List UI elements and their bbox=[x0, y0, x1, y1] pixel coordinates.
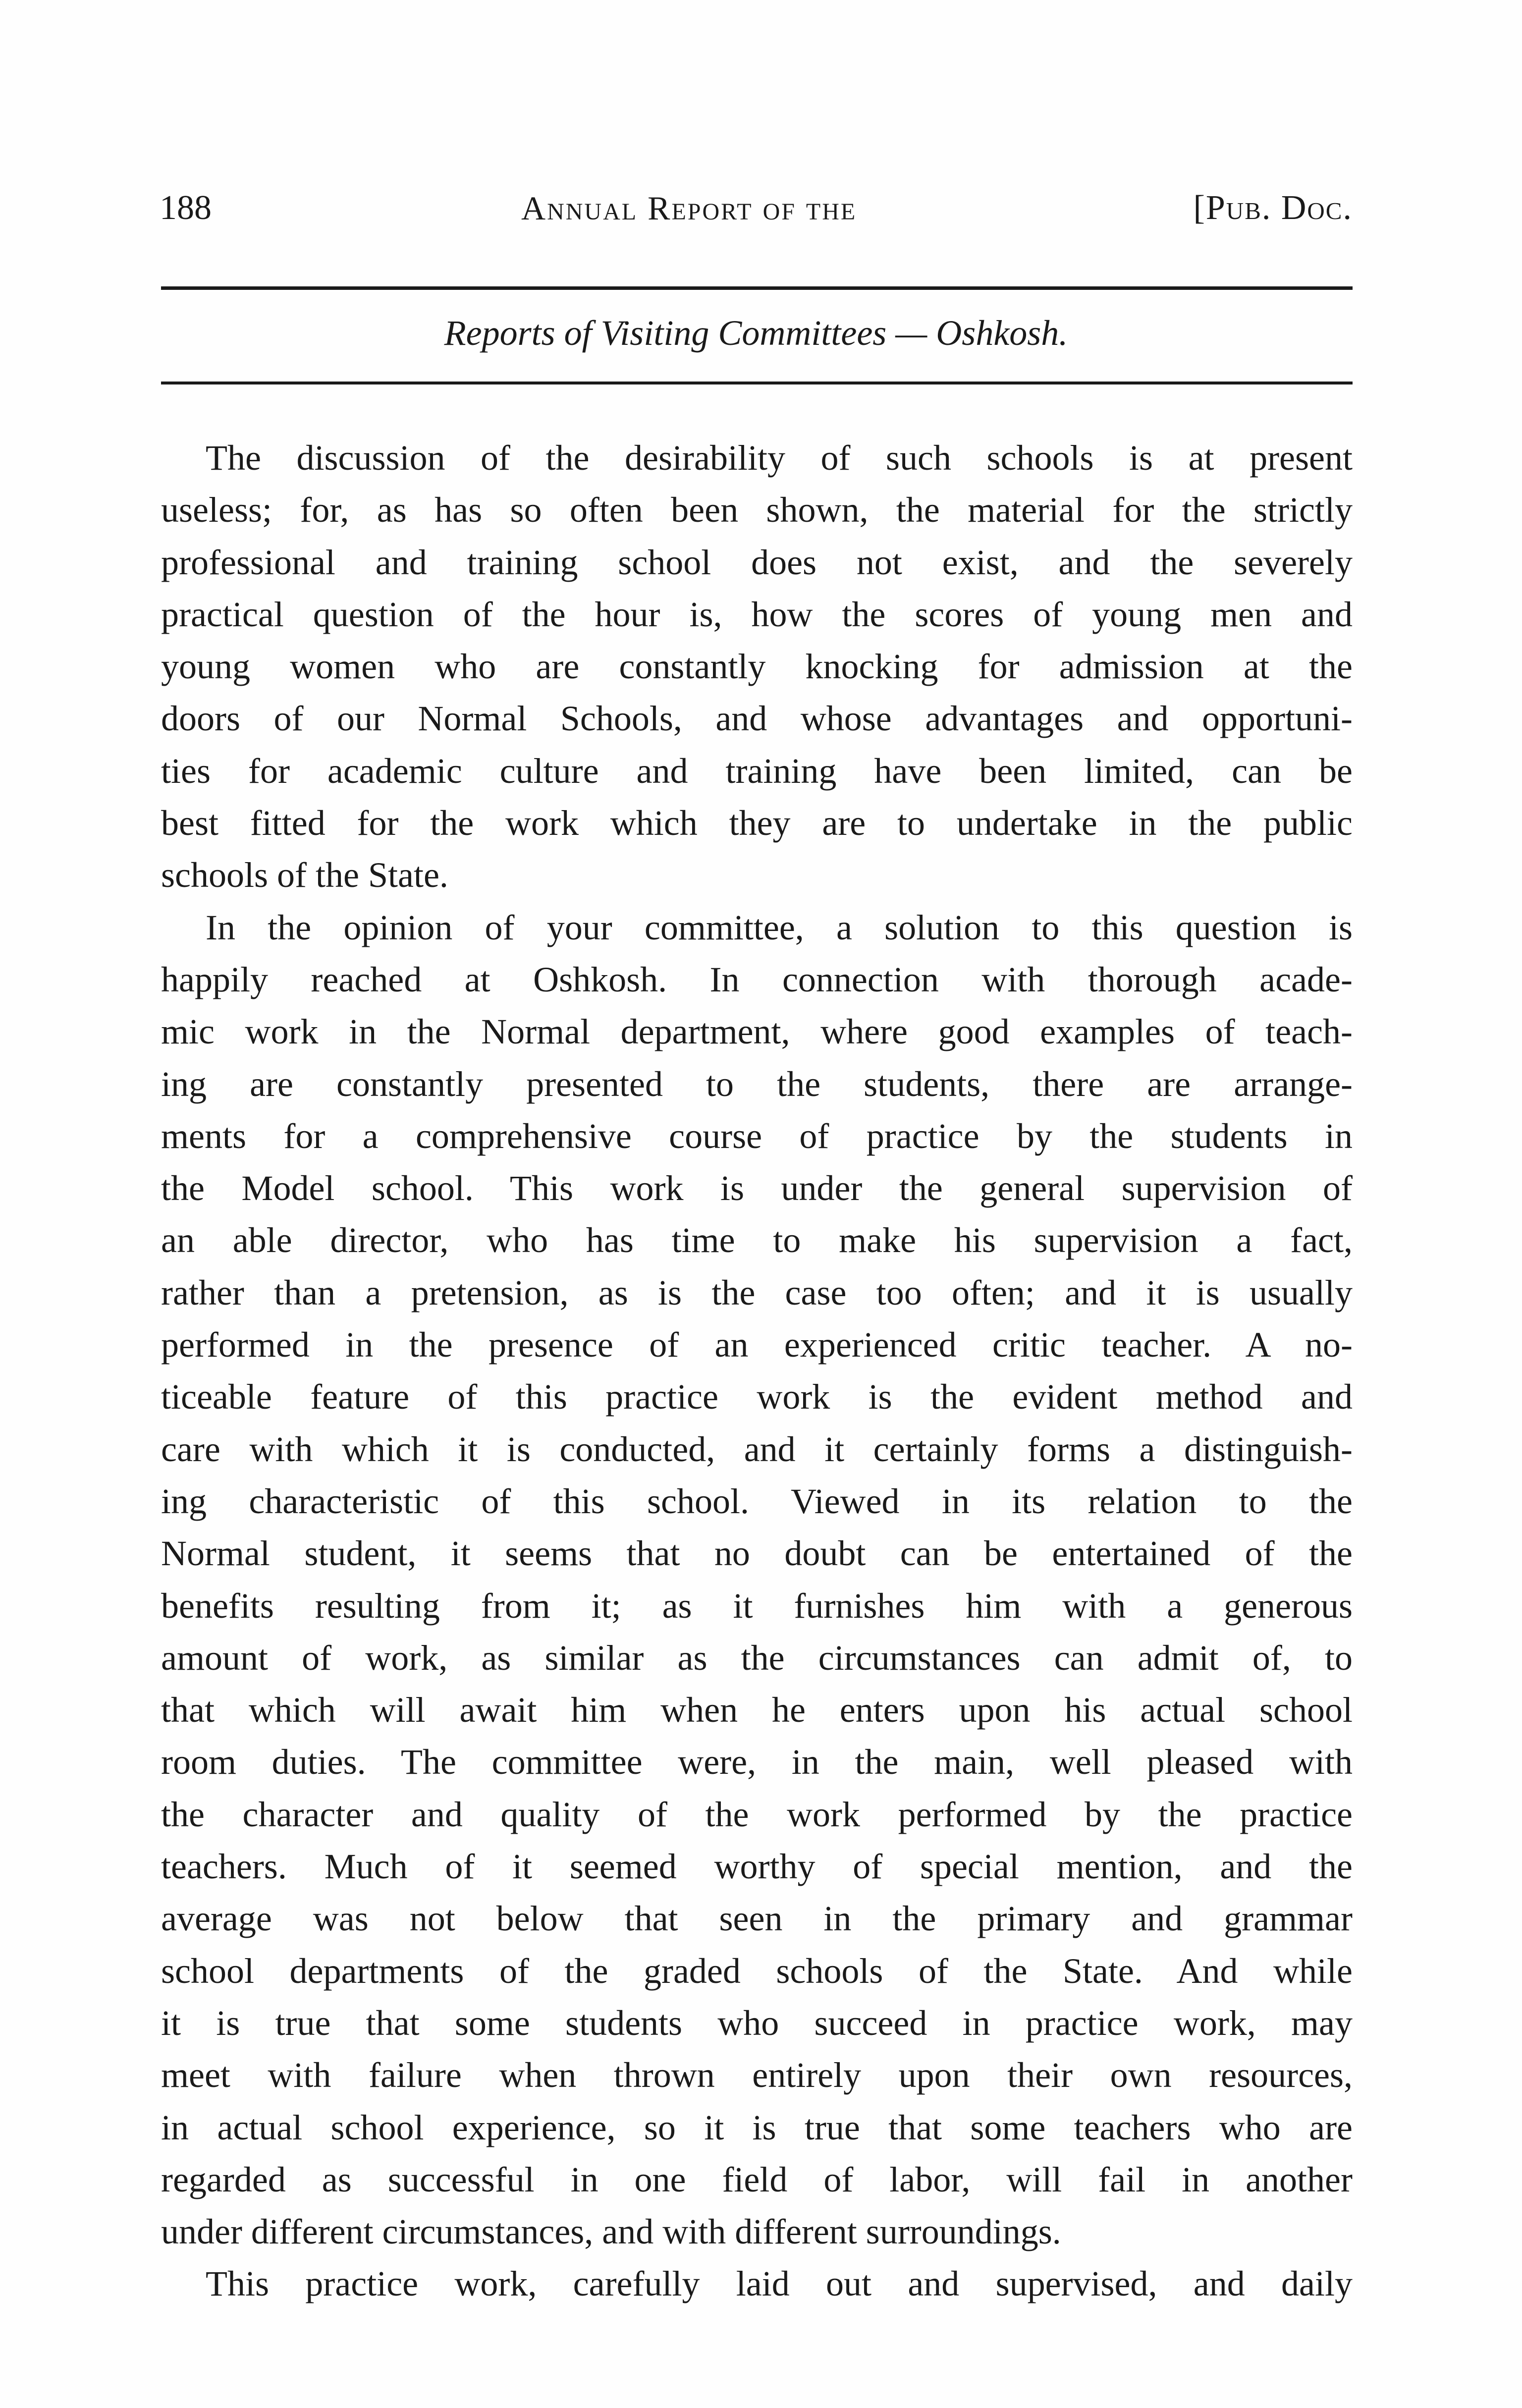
text-line: rather than a pretension, as is the case too often; and it is usually bbox=[161, 1272, 1353, 1313]
text-line: it is true that some students who succeed in practice work, may bbox=[161, 2003, 1353, 2043]
body-text bbox=[161, 432, 1353, 2310]
text-line: This practice work, carefully laid out and supervised, and daily bbox=[206, 2264, 1353, 2304]
text-line: mic work in the Normal department, where good examples of teach- bbox=[161, 1012, 1353, 1052]
text-line: young women who are constantly knocking for admission at the bbox=[161, 647, 1353, 687]
text-line: under different circumstances, and with different surroundings. bbox=[161, 2212, 1061, 2252]
text-line: benefits resulting from it; as it furnishes him with a generous bbox=[161, 1586, 1353, 1626]
text-line: best fitted for the work which they are to undertake in the public bbox=[161, 803, 1353, 843]
text-line: practical question of the hour is, how the scores of young men and bbox=[161, 594, 1353, 634]
text-line: happily reached at Oshkosh. In connection with thorough acade- bbox=[161, 959, 1353, 999]
text-line: regarded as successful in one field of labor, will fail in another bbox=[161, 2159, 1353, 2199]
header-rule-top bbox=[161, 286, 1353, 290]
text-line: The discussion of the desirability of such schools is at present bbox=[206, 438, 1353, 478]
text-line: in actual school experience, so it is true that some teachers who are bbox=[161, 2107, 1353, 2147]
text-line: an able director, who has time to make his supervision a fact, bbox=[161, 1220, 1353, 1260]
running-head bbox=[160, 178, 1353, 238]
text-line: performed in the presence of an experienced critic teacher. A no- bbox=[161, 1325, 1353, 1365]
text-line: school departments of the graded schools of the State. And while bbox=[161, 1951, 1353, 1991]
text-line: ticeable feature of this practice work is the evident method and bbox=[161, 1377, 1353, 1417]
text-line: that which will await him when he enters upon his actual school bbox=[161, 1690, 1353, 1730]
section-subheading: Reports of Visiting Committees — Oshkosh. bbox=[444, 313, 1068, 353]
text-line: amount of work, as similar as the circumstances can admit of, to bbox=[161, 1638, 1353, 1678]
text-line: Normal student, it seems that no doubt can be entertained of the bbox=[161, 1533, 1353, 1574]
page-number: 188 bbox=[160, 189, 212, 227]
document-label: [Pub. Doc. bbox=[1193, 189, 1353, 227]
header-rule-bottom bbox=[161, 382, 1353, 384]
text-line: ing are constantly presented to the students, there are arrange- bbox=[161, 1064, 1353, 1104]
running-title: Annual Report of the bbox=[521, 189, 857, 227]
text-line: average was not below that seen in the primary and grammar bbox=[161, 1899, 1353, 1939]
text-line: care with which it is conducted, and it certainly forms a distinguish- bbox=[161, 1429, 1353, 1469]
text-line: In the opinion of your committee, a solution to this question is bbox=[206, 907, 1353, 947]
text-line: teachers. Much of it seemed worthy of special mention, and the bbox=[161, 1847, 1353, 1887]
text-line: schools of the State. bbox=[161, 855, 448, 895]
text-line: the Model school. This work is under the general supervision of bbox=[161, 1168, 1353, 1208]
text-line: the character and quality of the work performed by the practice bbox=[161, 1794, 1353, 1834]
text-line: doors of our Normal Schools, and whose advantages and opportuni- bbox=[161, 699, 1353, 739]
text-line: room duties. The committee were, in the main, well pleased with bbox=[161, 1742, 1353, 1782]
text-line: useless; for, as has so often been shown, the material for the strictly bbox=[161, 490, 1353, 530]
text-line: ments for a comprehensive course of practice by the students in bbox=[161, 1116, 1353, 1156]
text-line: ties for academic culture and training have been limited, can be bbox=[161, 751, 1353, 791]
text-line: ing characteristic of this school. Viewed in its relation to the bbox=[161, 1481, 1353, 1521]
text-line: meet with failure when thrown entirely upon their own resources, bbox=[161, 2055, 1353, 2095]
text-line: professional and training school does not exist, and the severely bbox=[161, 542, 1353, 582]
